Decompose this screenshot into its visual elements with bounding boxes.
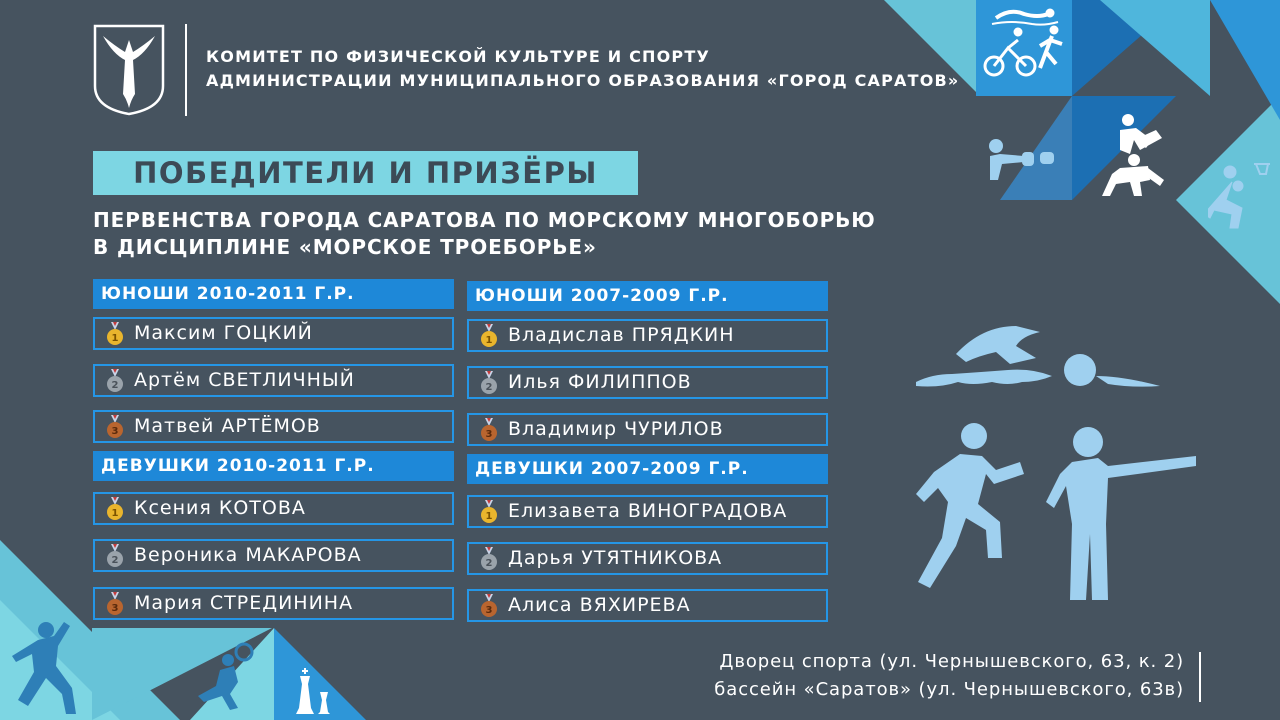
category-header: ЮНОШИ 2007-2009 Г.Р. [467,281,828,311]
swimmer-icon [912,320,1162,400]
svg-text:1: 1 [485,511,493,522]
bronze-medal-icon [106,415,124,440]
bronze-medal-icon [480,418,498,443]
svg-text:1: 1 [485,335,493,346]
winner-name: Илья ФИЛИППОВ [508,371,692,393]
winner-name: Вероника МАКАРОВА [134,544,362,566]
winner-row [93,539,454,572]
winner-row [467,319,828,352]
category-header: ЮНОШИ 2010-2011 Г.Р. [93,279,454,309]
gold-medal-icon [480,324,498,349]
svg-text:2: 2 [485,558,493,569]
svg-text:3: 3 [485,605,493,616]
winner-name: Матвей АРТЁМОВ [134,415,321,437]
svg-text:3: 3 [111,603,119,614]
svg-text:2: 2 [485,382,493,393]
winner-name: Елизавета ВИНОГРАДОВА [508,500,788,522]
winner-row [93,317,454,350]
category-header: ДЕВУШКИ 2010-2011 Г.Р. [93,451,454,481]
shooter-icon [1046,424,1198,600]
organization-name-line2: АДМИНИСТРАЦИИ МУНИЦИПАЛЬНОГО ОБРАЗОВАНИЯ «ГОРОД САРАТОВ» [206,71,960,90]
winner-name: Артём СВЕТЛИЧНЫЙ [134,369,355,391]
header-divider [185,24,187,116]
winner-name: Дарья УТЯТНИКОВА [508,547,723,569]
silver-medal-icon [106,544,124,569]
saratov-coat-of-arms-logo [93,24,165,116]
boxing-icon [984,138,1056,182]
svg-text:3: 3 [111,426,119,437]
subtitle-line2: В ДИСЦИПЛИНЕ «МОРСКОЕ ТРОЕБОРЬЕ» [93,235,597,259]
venue-line2: бассейн «Саратов» (ул. Чернышевского, 63в) [714,679,1184,700]
winner-row [93,410,454,443]
winner-row [93,587,454,620]
winner-row [467,413,828,446]
svg-text:3: 3 [485,429,493,440]
svg-text:1: 1 [111,333,119,344]
bronze-medal-icon [480,594,498,619]
subtitle-line1: ПЕРВЕНСТВА ГОРОДА САРАТОВА ПО МОРСКОМУ МНОГОБОРЬЮ [93,208,876,232]
climbing-icon [6,614,90,718]
winner-name: Ксения КОТОВА [134,497,306,519]
svg-text:2: 2 [111,555,119,566]
judo-icon [1090,110,1170,198]
winner-row [467,366,828,399]
gold-medal-icon [106,497,124,522]
winner-row [467,495,828,528]
winner-name: Алиса ВЯХИРЕВА [508,594,691,616]
volleyball-icon [194,642,258,712]
title-banner [93,151,638,195]
category-header: ДЕВУШКИ 2007-2009 Г.Р. [467,454,828,484]
runner-icon [916,422,1028,598]
silver-medal-icon [480,547,498,572]
winner-row [93,364,454,397]
gold-medal-icon [480,500,498,525]
basketball-icon [1208,160,1272,234]
decor-triangle [1100,0,1210,96]
winner-name: Максим ГОЦКИЙ [134,322,313,344]
svg-text:1: 1 [111,508,119,519]
silver-medal-icon [480,371,498,396]
winner-row [467,542,828,575]
winner-name: Владимир ЧУРИЛОВ [508,418,724,440]
winner-name: Мария СТРЕДИНИНА [134,592,354,614]
organization-name-line1: КОМИТЕТ ПО ФИЗИЧЕСКОЙ КУЛЬТУРЕ И СПОРТУ [206,47,710,66]
footer-divider [1199,652,1201,702]
gold-medal-icon [106,322,124,347]
winner-row [93,492,454,525]
triathlon-icon [982,4,1072,80]
winner-row [467,589,828,622]
winner-name: Владислав ПРЯДКИН [508,324,735,346]
svg-text:2: 2 [111,380,119,391]
decor-triangle [1210,0,1280,120]
venue-line1: Дворец спорта (ул. Чернышевского, 63, к. 2) [719,651,1184,672]
chess-icon [294,668,334,718]
bronze-medal-icon [106,592,124,617]
page-title: ПОБЕДИТЕЛИ И ПРИЗЁРЫ [133,156,598,190]
silver-medal-icon [106,369,124,394]
